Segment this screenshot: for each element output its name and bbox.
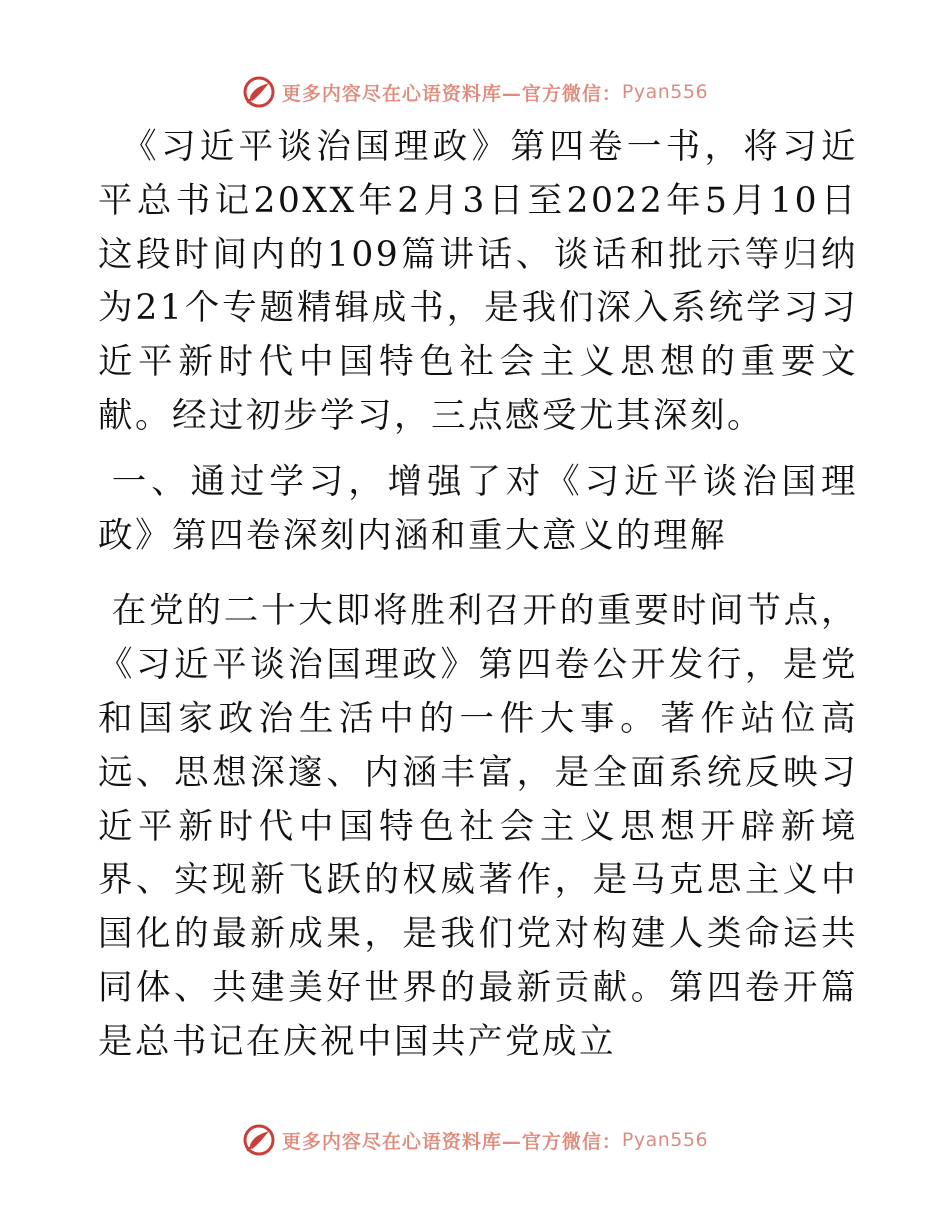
banner-text: 更多内容尽在心语资料库—官方微信： bbox=[281, 82, 622, 105]
header-banner bbox=[0, 72, 950, 112]
intro-paragraph: 《习近平谈治国理政》第四卷一书，将习近平总书记20XX年2月3日至2022年5月10日这段时间内的109篇讲话、谈话和批示等归纳为21个专题精辑成书，是我们深入系统学习习近平新时代中国特色社会主义思想的重要文献。经过初步学习，三点感受尤其深刻。 bbox=[98, 127, 858, 436]
section-heading: 一、通过学习，增强了对《习近平谈治国理政》第四卷深刻内涵和重大意义的理解 bbox=[98, 461, 858, 556]
document-body bbox=[98, 121, 858, 1070]
wechat-id: Pyan556 bbox=[621, 81, 709, 103]
footer-banner bbox=[0, 1120, 950, 1160]
logo-icon bbox=[242, 1123, 276, 1157]
logo-icon bbox=[242, 75, 276, 109]
wechat-id: Pyan556 bbox=[621, 1129, 709, 1151]
banner-text: 更多内容尽在心语资料库—官方微信： bbox=[281, 1130, 622, 1153]
body-paragraph: 在党的二十大即将胜利召开的重要时间节点，《习近平谈治国理政》第四卷公开发行，是党和国家政治生活中的一件大事。著作站位高远、思想深邃、内涵丰富，是全面系统反映习近平新时代中国特色社会主义思想开辟新境界、实现新飞跃的权威著作，是马克思主义中国化的最新成果，是我们党对构建人类命运共同体、共建美好世界的最新贡献。第四卷开篇是总书记在庆祝中国共产党成立 bbox=[98, 591, 858, 1062]
